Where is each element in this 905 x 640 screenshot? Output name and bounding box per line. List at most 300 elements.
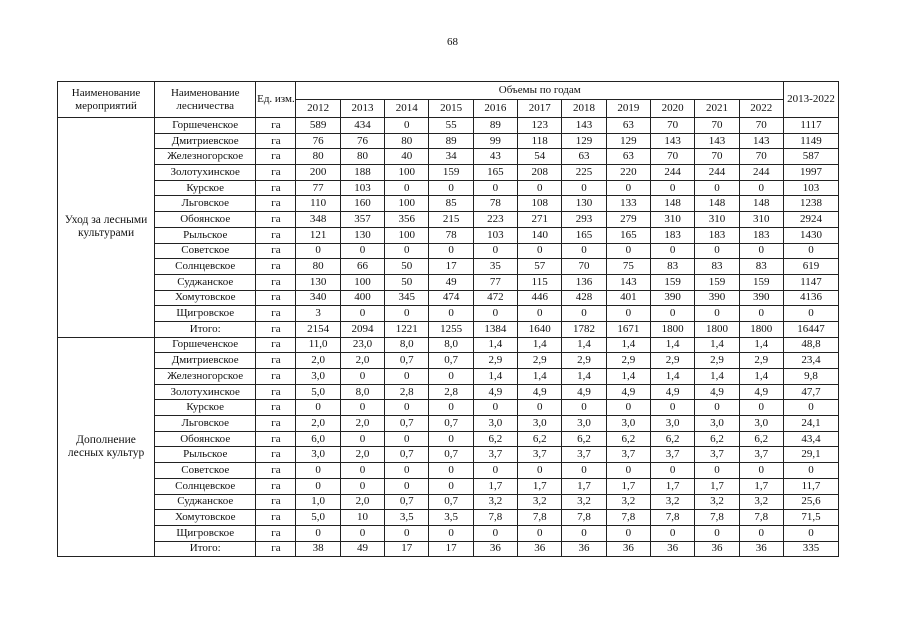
year-value-cell: 1640 [518,321,562,337]
year-value-cell: 0 [562,306,606,322]
year-value-cell: 83 [739,259,783,275]
table-row [58,478,839,494]
year-value-cell: 110 [296,196,340,212]
year-value-cell: 148 [650,196,694,212]
year-value-cell: 3,0 [695,416,739,432]
year-value-cell: 348 [296,212,340,228]
year-value-cell: 85 [429,196,473,212]
year-value-cell: 129 [606,133,650,149]
year-value-cell: 357 [340,212,384,228]
table-row [58,165,839,181]
year-value-cell: 2,9 [650,353,694,369]
year-value-cell: 2,9 [739,353,783,369]
year-value-cell: 0 [385,431,429,447]
total-cell: 47,7 [784,384,839,400]
year-value-cell: 3,7 [562,447,606,463]
table-row [58,133,839,149]
total-cell: 619 [784,259,839,275]
forestry-name: Хомутовское [155,510,256,526]
table-row [58,212,839,228]
year-value-cell: 8,0 [340,384,384,400]
year-value-cell: 5,0 [296,510,340,526]
unit-cell: га [256,306,296,322]
total-cell: 25,6 [784,494,839,510]
total-cell: 0 [784,243,839,259]
year-value-cell: 2,0 [296,416,340,432]
year-value-cell: 3,0 [296,447,340,463]
year-value-cell: 136 [562,274,606,290]
year-value-cell: 0 [385,463,429,479]
year-value-cell: 36 [473,541,517,557]
year-value-cell: 223 [473,212,517,228]
year-value-cell: 3,2 [695,494,739,510]
unit-cell: га [256,133,296,149]
year-value-cell: 89 [429,133,473,149]
year-value-cell: 1,4 [473,337,517,353]
forestry-name: Дмитриевское [155,353,256,369]
year-value-cell: 472 [473,290,517,306]
year-value-cell: 3,7 [650,447,694,463]
year-value-cell: 11,0 [296,337,340,353]
header-measure: Наименование мероприятий [58,82,155,118]
year-value-cell: 159 [695,274,739,290]
forestry-name: Курское [155,400,256,416]
year-value-cell: 0 [340,306,384,322]
year-value-cell: 0 [385,525,429,541]
year-value-cell: 78 [429,227,473,243]
year-value-cell: 3,7 [606,447,650,463]
table-row [58,353,839,369]
year-value-cell: 3,0 [739,416,783,432]
year-value-cell: 0 [473,463,517,479]
unit-cell: га [256,369,296,385]
year-value-cell: 0 [695,306,739,322]
forestry-name: Солнцевское [155,478,256,494]
year-value-cell: 4,9 [562,384,606,400]
year-value-cell: 1800 [739,321,783,337]
year-value-cell: 50 [385,259,429,275]
year-value-cell: 4,9 [606,384,650,400]
year-value-cell: 1,4 [739,337,783,353]
year-value-cell: 2,0 [340,353,384,369]
year-value-cell: 143 [739,133,783,149]
total-cell: 0 [784,400,839,416]
year-value-cell: 3,2 [739,494,783,510]
year-value-cell: 0 [473,243,517,259]
table-row [58,290,839,306]
header-year: 2014 [385,100,429,118]
year-value-cell: 17 [429,541,473,557]
year-value-cell: 121 [296,227,340,243]
year-value-cell: 1,4 [695,337,739,353]
forestry-name: Льговское [155,416,256,432]
year-value-cell: 1,7 [695,478,739,494]
unit-cell: га [256,494,296,510]
year-value-cell: 2,8 [429,384,473,400]
volumes-table [57,81,839,557]
year-value-cell: 0 [518,463,562,479]
unit-cell: га [256,149,296,165]
year-value-cell: 3,0 [296,369,340,385]
header-year: 2012 [296,100,340,118]
unit-cell: га [256,478,296,494]
year-value-cell: 1,0 [296,494,340,510]
forestry-name: Щигровское [155,525,256,541]
table-row [58,494,839,510]
header-year: 2018 [562,100,606,118]
year-value-cell: 17 [385,541,429,557]
year-value-cell: 1,7 [739,478,783,494]
year-value-cell: 0 [340,243,384,259]
year-value-cell: 1,4 [562,369,606,385]
unit-cell: га [256,118,296,134]
year-value-cell: 446 [518,290,562,306]
unit-cell: га [256,384,296,400]
unit-cell: га [256,243,296,259]
year-value-cell: 0 [340,478,384,494]
table-row [58,416,839,432]
year-value-cell: 0 [340,431,384,447]
table-row [58,196,839,212]
year-value-cell: 225 [562,165,606,181]
year-value-cell: 70 [650,149,694,165]
year-value-cell: 244 [695,165,739,181]
year-value-cell: 130 [562,196,606,212]
year-value-cell: 2,9 [518,353,562,369]
year-value-cell: 0 [473,525,517,541]
year-value-cell: 143 [606,274,650,290]
year-value-cell: 0 [606,463,650,479]
year-value-cell: 49 [429,274,473,290]
year-value-cell: 390 [739,290,783,306]
year-value-cell: 0 [518,525,562,541]
total-cell: 2924 [784,212,839,228]
year-value-cell: 1,4 [518,369,562,385]
year-value-cell: 55 [429,118,473,134]
year-value-cell: 3 [296,306,340,322]
year-value-cell: 10 [340,510,384,526]
year-value-cell: 1671 [606,321,650,337]
header-total-period: 2013-2022 [784,82,839,118]
year-value-cell: 589 [296,118,340,134]
table-row [58,525,839,541]
total-cell: 0 [784,306,839,322]
table-row [58,306,839,322]
forestry-name: Горшеченское [155,118,256,134]
unit-cell: га [256,196,296,212]
year-value-cell: 345 [385,290,429,306]
page-number: 68 [447,36,458,48]
year-value-cell: 0,7 [385,416,429,432]
year-value-cell: 3,2 [650,494,694,510]
total-cell: 23,4 [784,353,839,369]
year-value-cell: 6,2 [695,431,739,447]
forestry-name: Льговское [155,196,256,212]
year-value-cell: 76 [296,133,340,149]
year-value-cell: 4,9 [739,384,783,400]
year-value-cell: 0 [429,306,473,322]
year-value-cell: 0 [385,118,429,134]
year-value-cell: 100 [385,227,429,243]
year-value-cell: 0 [650,180,694,196]
year-value-cell: 208 [518,165,562,181]
year-value-cell: 159 [739,274,783,290]
year-value-cell: 3,5 [429,510,473,526]
year-value-cell: 3,2 [473,494,517,510]
year-value-cell: 108 [518,196,562,212]
year-value-cell: 0 [739,306,783,322]
year-value-cell: 159 [429,165,473,181]
unit-cell: га [256,321,296,337]
year-value-cell: 100 [340,274,384,290]
year-value-cell: 143 [650,133,694,149]
year-value-cell: 83 [695,259,739,275]
year-value-cell: 428 [562,290,606,306]
year-value-cell: 0 [385,400,429,416]
year-value-cell: 165 [562,227,606,243]
year-value-cell: 0 [385,180,429,196]
forestry-name: Обоянское [155,431,256,447]
year-value-cell: 340 [296,290,340,306]
unit-cell: га [256,400,296,416]
year-value-cell: 165 [606,227,650,243]
year-value-cell: 3,0 [562,416,606,432]
year-value-cell: 0 [695,243,739,259]
year-value-cell: 4,9 [695,384,739,400]
year-value-cell: 0 [296,243,340,259]
year-value-cell: 0 [518,180,562,196]
year-value-cell: 1,4 [650,337,694,353]
forestry-name: Железногорское [155,369,256,385]
header-year: 2022 [739,100,783,118]
forestry-name: Горшеченское [155,337,256,353]
year-value-cell: 70 [650,118,694,134]
table-row [58,431,839,447]
section-name: Дополнение лесных культур [58,337,155,557]
year-value-cell: 34 [429,149,473,165]
year-value-cell: 0 [695,180,739,196]
year-value-cell: 2154 [296,321,340,337]
table-row [58,321,839,337]
year-value-cell: 400 [340,290,384,306]
year-value-cell: 215 [429,212,473,228]
unit-cell: га [256,463,296,479]
table-row [58,180,839,196]
table-row [58,447,839,463]
year-value-cell: 0,7 [429,353,473,369]
year-value-cell: 3,0 [606,416,650,432]
year-value-cell: 89 [473,118,517,134]
forestry-name: Советское [155,463,256,479]
year-value-cell: 36 [562,541,606,557]
table-row [58,337,839,353]
year-value-cell: 0 [739,400,783,416]
year-value-cell: 183 [739,227,783,243]
year-value-cell: 6,2 [473,431,517,447]
year-value-cell: 0 [429,463,473,479]
year-value-cell: 1,4 [562,337,606,353]
total-cell: 335 [784,541,839,557]
year-value-cell: 0 [695,400,739,416]
year-value-cell: 1,4 [606,337,650,353]
total-cell: 9,8 [784,369,839,385]
table-row [58,384,839,400]
year-value-cell: 310 [695,212,739,228]
year-value-cell: 0 [606,243,650,259]
unit-cell: га [256,447,296,463]
year-value-cell: 23,0 [340,337,384,353]
year-value-cell: 63 [606,118,650,134]
year-value-cell: 390 [695,290,739,306]
table-row [58,463,839,479]
year-value-cell: 0 [739,243,783,259]
year-value-cell: 1,7 [606,478,650,494]
year-value-cell: 77 [296,180,340,196]
year-value-cell: 3,0 [518,416,562,432]
year-value-cell: 0 [606,306,650,322]
year-value-cell: 1,7 [562,478,606,494]
unit-cell: га [256,290,296,306]
year-value-cell: 7,8 [650,510,694,526]
year-value-cell: 38 [296,541,340,557]
year-value-cell: 103 [473,227,517,243]
year-value-cell: 310 [650,212,694,228]
year-value-cell: 183 [695,227,739,243]
year-value-cell: 0 [473,180,517,196]
year-value-cell: 6,2 [518,431,562,447]
year-value-cell: 7,8 [695,510,739,526]
forestry-name: Курское [155,180,256,196]
year-value-cell: 1,4 [473,369,517,385]
year-value-cell: 140 [518,227,562,243]
year-value-cell: 49 [340,541,384,557]
header-year: 2020 [650,100,694,118]
year-value-cell: 6,2 [739,431,783,447]
year-value-cell: 123 [518,118,562,134]
year-value-cell: 7,8 [562,510,606,526]
year-value-cell: 1,7 [518,478,562,494]
total-cell: 43,4 [784,431,839,447]
unit-cell: га [256,227,296,243]
year-value-cell: 0 [340,400,384,416]
unit-cell: га [256,212,296,228]
year-value-cell: 7,8 [739,510,783,526]
year-value-cell: 0 [429,400,473,416]
year-value-cell: 66 [340,259,384,275]
year-value-cell: 2,0 [296,353,340,369]
year-value-cell: 159 [650,274,694,290]
year-value-cell: 356 [385,212,429,228]
year-value-cell: 0 [650,525,694,541]
year-value-cell: 0 [606,525,650,541]
year-value-cell: 188 [340,165,384,181]
year-value-cell: 0 [518,400,562,416]
header-unit: Ед. изм. [256,82,296,118]
year-value-cell: 63 [562,149,606,165]
year-value-cell: 40 [385,149,429,165]
year-value-cell: 8,0 [429,337,473,353]
year-value-cell: 0 [739,463,783,479]
year-value-cell: 0 [429,369,473,385]
year-value-cell: 200 [296,165,340,181]
total-cell: 587 [784,149,839,165]
unit-cell: га [256,180,296,196]
year-value-cell: 0 [429,525,473,541]
unit-cell: га [256,274,296,290]
year-value-cell: 100 [385,196,429,212]
year-value-cell: 80 [296,149,340,165]
year-value-cell: 1384 [473,321,517,337]
year-value-cell: 293 [562,212,606,228]
section-name: Уход за лесными культурами [58,118,155,338]
total-cell: 1147 [784,274,839,290]
table-row [58,149,839,165]
year-value-cell: 36 [518,541,562,557]
year-value-cell: 5,0 [296,384,340,400]
year-value-cell: 0 [385,243,429,259]
year-value-cell: 0 [429,243,473,259]
year-value-cell: 77 [473,274,517,290]
year-value-cell: 0 [385,306,429,322]
total-cell: 1117 [784,118,839,134]
year-value-cell: 143 [695,133,739,149]
table-row [58,274,839,290]
total-cell: 4136 [784,290,839,306]
year-value-cell: 7,8 [606,510,650,526]
year-value-cell: 2,0 [340,447,384,463]
forestry-name: Итого: [155,321,256,337]
year-value-cell: 0 [650,463,694,479]
table-row [58,541,839,557]
unit-cell: га [256,541,296,557]
year-value-cell: 0 [473,306,517,322]
year-value-cell: 6,0 [296,431,340,447]
unit-cell: га [256,259,296,275]
year-value-cell: 3,0 [473,416,517,432]
year-value-cell: 0 [340,525,384,541]
table-row [58,118,839,134]
year-value-cell: 129 [562,133,606,149]
forestry-name: Хомутовское [155,290,256,306]
total-cell: 1149 [784,133,839,149]
year-value-cell: 0 [695,463,739,479]
year-value-cell: 70 [695,149,739,165]
year-value-cell: 3,7 [473,447,517,463]
year-value-cell: 143 [562,118,606,134]
year-value-cell: 0 [562,463,606,479]
year-value-cell: 2,8 [385,384,429,400]
year-value-cell: 3,7 [695,447,739,463]
year-value-cell: 0 [429,180,473,196]
year-value-cell: 80 [296,259,340,275]
header-volumes-by-year: Объемы по годам [296,82,784,100]
total-cell: 0 [784,463,839,479]
year-value-cell: 36 [606,541,650,557]
year-value-cell: 0 [606,400,650,416]
year-value-cell: 0 [562,400,606,416]
forestry-name: Суджанское [155,274,256,290]
year-value-cell: 70 [739,118,783,134]
forestry-name: Железногорское [155,149,256,165]
year-value-cell: 1,4 [739,369,783,385]
year-value-cell: 310 [739,212,783,228]
year-value-cell: 2,0 [340,416,384,432]
header-year: 2017 [518,100,562,118]
year-value-cell: 0 [473,400,517,416]
year-value-cell: 0 [518,306,562,322]
year-value-cell: 2,9 [473,353,517,369]
year-value-cell: 0,7 [429,494,473,510]
